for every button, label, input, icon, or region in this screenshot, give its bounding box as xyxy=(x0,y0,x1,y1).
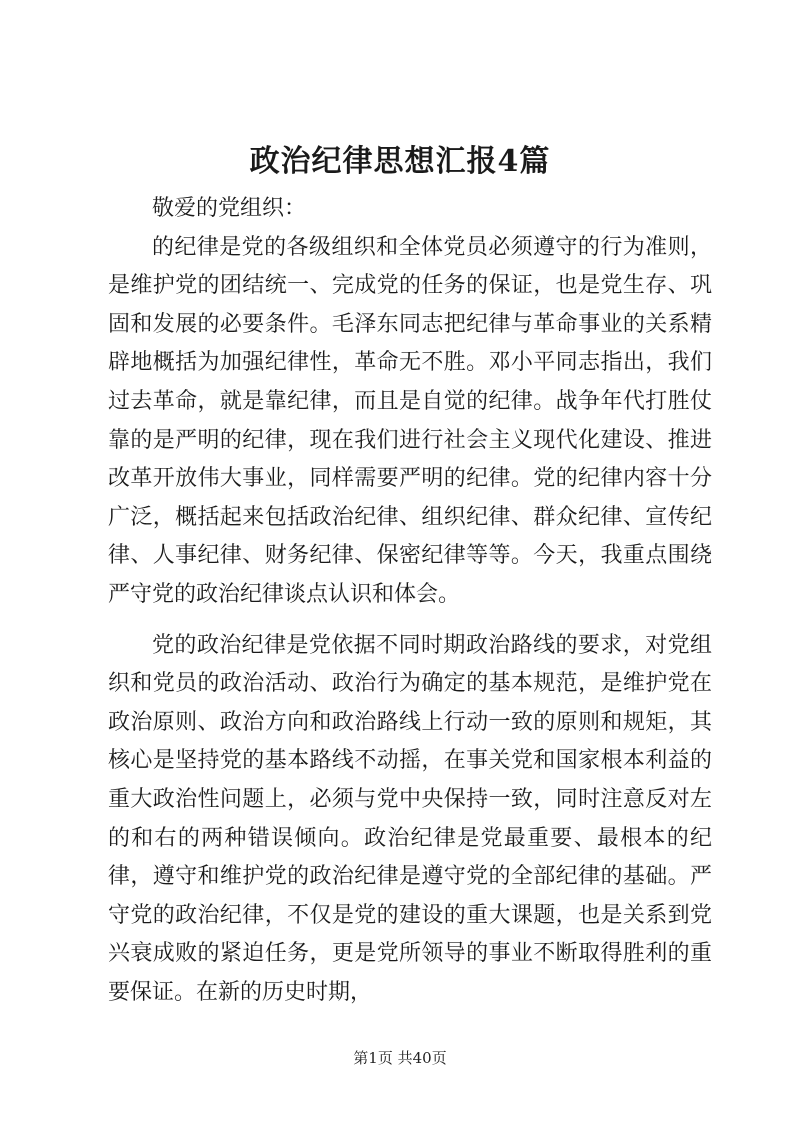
document-body xyxy=(108,190,712,1012)
page-number-footer: 第1页 共40页 xyxy=(353,1049,447,1067)
paragraph-2: 党的政治纪律是党依据不同时期政治路线的要求，对党组织和党员的政治活动、政治行为确定的基本规范，是维护党在政治原则、政治方向和政治路线上行动一致的原则和规矩，其核心是坚持党的基本路线不动摇，在事关党和国家根本利益的重大政治性问题上，必须与党中央保持一致，同时注意反对左的和右的两种错误倾向。政治纪律是党最重要、最根本的纪律，遵守和维护党的政治纪律是遵守党的全部纪律的基础。严守党的政治纪律，不仅是党的建设的重大课题，也是关系到党兴衰成败的紧迫任务，更是党所领导的事业不断取得胜利的重要保证。在新的历史时期， xyxy=(108,632,712,1005)
document-title: 政治纪律思想汇报4篇 xyxy=(249,144,551,179)
paragraph-1: 的纪律是党的各级组织和全体党员必须遵守的行为准则，是维护党的团结统一、完成党的任务的保证，也是党生存、巩固和发展的必要条件。毛泽东同志把纪律与革命事业的关系精辟地概括为加强纪律性，革命无不胜。邓小平同志指出，我们过去革命，就是靠纪律，而且是自觉的纪律。战争年代打胜仗靠的是严明的纪律，现在我们进行社会主义现代化建设、推进改革开放伟大事业，同样需要严明的纪律。党的纪律内容十分广泛，概括起来包括政治纪律、组织纪律、群众纪律、宣传纪律、人事纪律、财务纪律、保密纪律等等。今天，我重点围绕严守党的政治纪律谈点认识和体会。 xyxy=(108,234,712,607)
salutation: 敬爱的党组织： xyxy=(152,196,307,221)
